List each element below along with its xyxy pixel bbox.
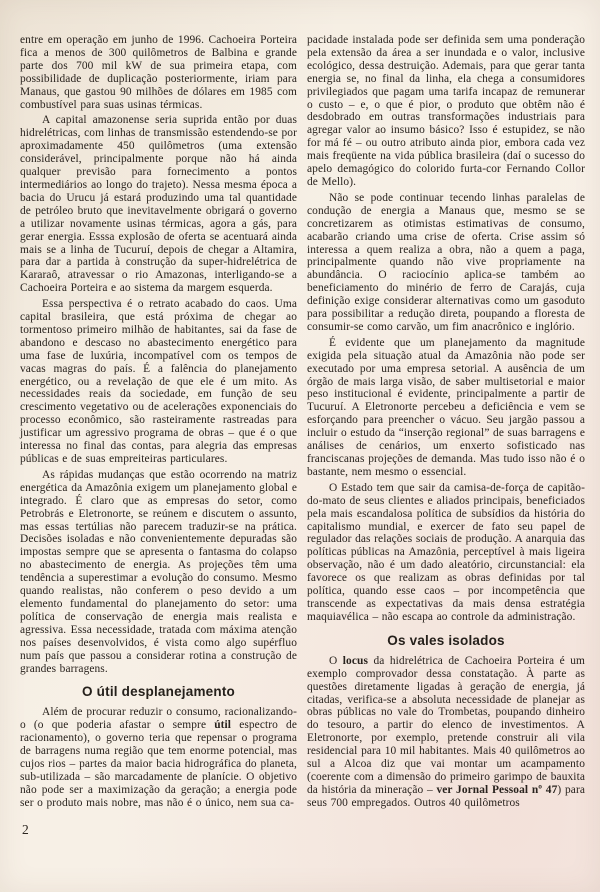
left-column [20, 34, 297, 892]
paragraph: Essa perspectiva é o retrato acabado do caos. Uma capital brasileira, que está próxima de chegar ao tormentoso primeiro milhão de habitantes, sai da fase de abandono e descaso no abastecimento energético para uma fase de luxúria, incompatível com os tempos de vacas magras do país. É a falência do planejamento energético, ou a revelação de que ele é um mito. As necessidades reais da sociedade, em função de seu crescimento vegetativo ou de acelerações exponenciais do processo econômico, são rasteiramente rastreadas para justificar um agressivo programa de obras – que é o que interessa no final das contas, para alegria das empresas públicas e de suas empreiteiras particulares. [20, 298, 297, 465]
paragraph: A capital amazonense seria suprida então por duas hidrelétricas, com linhas de transmissão estendendo-se por aproximadamente 450 quilômetros (uma extensão considerável, principalmente porque não há ainda qualquer previsão para fornecimento a pontos intermediários ao longo do trajeto). Nessa mesma época a bacia do Urucu já estará produzindo uma tal quantidade de petróleo bruto que inevitavelmente obrigará o governo a utilizar novamente usinas térmicas, agora a gás, para gerar energia. Esssa explosão de oferta se acentuará ainda mais se a linha de Tucuruí, depois de chegar a Altamira, para dar a partida à construção da super-hidrelétrica de Kararaô, atravessar o rio Amazonas, interligando-se a Cachoeira Porteira e ao sistema da margem esquerda. [20, 114, 297, 295]
text-run: espectro de racionamento), o governo teria que repensar o programa de barragens numa região que tem enorme potencial, mas cujos rios – partes da maior bacia hidrográfica do planeta, sub-utilizada – são marcadamente de planície. O objetivo não pode ser a maximização da geração; a energia pode ser o produto mais nobre, mas não é o único, nem sua ca- [20, 719, 298, 809]
paragraph: As rápidas mudanças que estão ocorrendo na matriz energética da Amazônia exigem um planejamento global e integrado. É claro que as empresas do setor, como Petrobrás e Eletronorte, se reúnem e discutem o assunto, mas essas tertúlias não parecem traduzir-se na prática. Decisões isoladas e não convenientemente depuradas são impostas sempre que se apresenta o fantasma do colapso no abastecimento de energia. As projeções têm uma tendência a superestimar a evolução do consumo. Mesmo quando realistas, não conferem o peso devido a um elemento fundamental do planejamento do setor: uma política de conservação de energia mais realista e agressiva. Essa necessidade, tratada com máxima atenção nos países desenvolvidos, é vista como algo supérfluo num país que passou a considerar rotina a construção de grandes barragens. [20, 468, 297, 675]
text-run: Além de procurar reduzir o consumo, racionalizando-o (o que poderia afastar o sempre [20, 706, 297, 732]
paragraph: O Estado tem que sair da camisa-de-força de capitão-do-mato de seus clientes e aliados principais, beneficiados pela mais escandalosa política de subsídios da história do capitalismo mundial, e exercer de fato seu papel de regulador das relações sociais de produção. A anarquia das políticas públicas na Amazônia, perceptível à mais ligeira observação, não é um dado aleatório, circunstancial: ela favorece os que realizam as obras definidas por tal política, quando esse caos – por incompetência que transcende as expectativas da mais densa estratégia maquiavélica – não escapa ao controle da administração. [307, 481, 585, 623]
bold-emphasis: útil [214, 719, 232, 732]
paragraph-continuation: pacidade instalada pode ser definida sem uma ponderação pela extensão da área a ser inundada e o valor, inclusive ecológico, dessa destruição. Ademais, para que gerar tanta energia se, no final da linha, ela chega a consumidores privilegiados que pagam uma tarifa incapaz de remunerar o custo – e, o que é pior, o produto que obtêm não é desdobrado em outras transformações industriais para agregar valor ao insumo básico? Isso é estupidez, se não for má fé – ou outro atributo ainda pior, embora cada vez mais freqüente na vida pública brasileira (daí o sucesso do apelo demagógico do colorido furta-cor Fernando Collor de Mello). [307, 34, 585, 188]
section-heading-os-vales-isolados: Os vales isolados [387, 632, 505, 648]
section-heading-o-util-desplanejamento: O útil desplanejamento [82, 684, 235, 700]
text-run: ) para seus 700 empregados. Outros 40 quilômetros [307, 783, 585, 809]
bold-emphasis: locus [342, 654, 368, 667]
right-column [307, 34, 585, 892]
paragraph-continuation: entre em operação em junho de 1996. Cachoeira Porteira fica a menos de 300 quilômetros de Balbina e grande parte dos 700 mil kW de sua primeira etapa, com possibilidade de duplicação posteriormente, iriam para Manaus, que gastou 90 milhões de dólares em 1985 com combustível para suas usinas térmicas. [20, 34, 297, 111]
paragraph [307, 655, 585, 810]
page-number: 2 [22, 821, 29, 837]
paragraph: É evidente que um planejamento da magnitude exigida pela situação atual da Amazônia não pode ser executado por uma empresa setorial. A ausência de um órgão de mais larga visão, de saber multisetorial e maior peso institucional é evidente, principalmente a partir de Tucuruí. A Eletronorte percebeu a deficiência e vem se esforçando para preencher o vácuo. Seu jargão passou a incluir o estudo da “inserção regional” de suas barragens e análises de cenários, um enxerto sofisticado nas franciscanas projeções de demanda. Mas tudo isso não é o bastante, nem mesmo o essencial. [307, 336, 585, 478]
bold-reference-jornal-pessoal: ver Jornal Pessoal nº 47 [436, 783, 558, 796]
text-run: O [329, 654, 343, 667]
text-run: da hidrelétrica de Cachoeira Porteira é um exemplo comprovador dessa constatação. À parte as questões diretamente ligadas à geração de energia, já citadas, verifica-se a absoluta necessidade de planejar as obras públicas no vale do Trombetas, poupando dinheiro do tesouro, a partir do elenco de investimentos. A Eletronorte, por exemplo, pretende construir ali vila residencial para 10 mil habitantes. Mais 40 quilômetros ao sul a Alcoa diz que vai montar um acampamento (coerente com a dimensão do primeiro garimpo de bauxita da história da mineração – [307, 654, 586, 796]
paragraph: Não se pode continuar tecendo linhas paralelas de condução de energia a Manaus que, mesmo se se concretizarem as otimistas estimativas de consumo, acabarão criando uma crise de oferta. Crise assim só interessa a quem realiza a obra, não a quem a paga, principalmente quando não vive propriamente na abundância. O raciocínio aplica-se também ao beneficiamento do minério de ferro de Carajás, cuja definição exige considerar alternativas como um gasoduto para possibilitar a redução direta, poupando a floresta de consumir-se como carvão, um fim anacrônico e inglório. [307, 191, 585, 333]
paragraph [20, 706, 297, 809]
